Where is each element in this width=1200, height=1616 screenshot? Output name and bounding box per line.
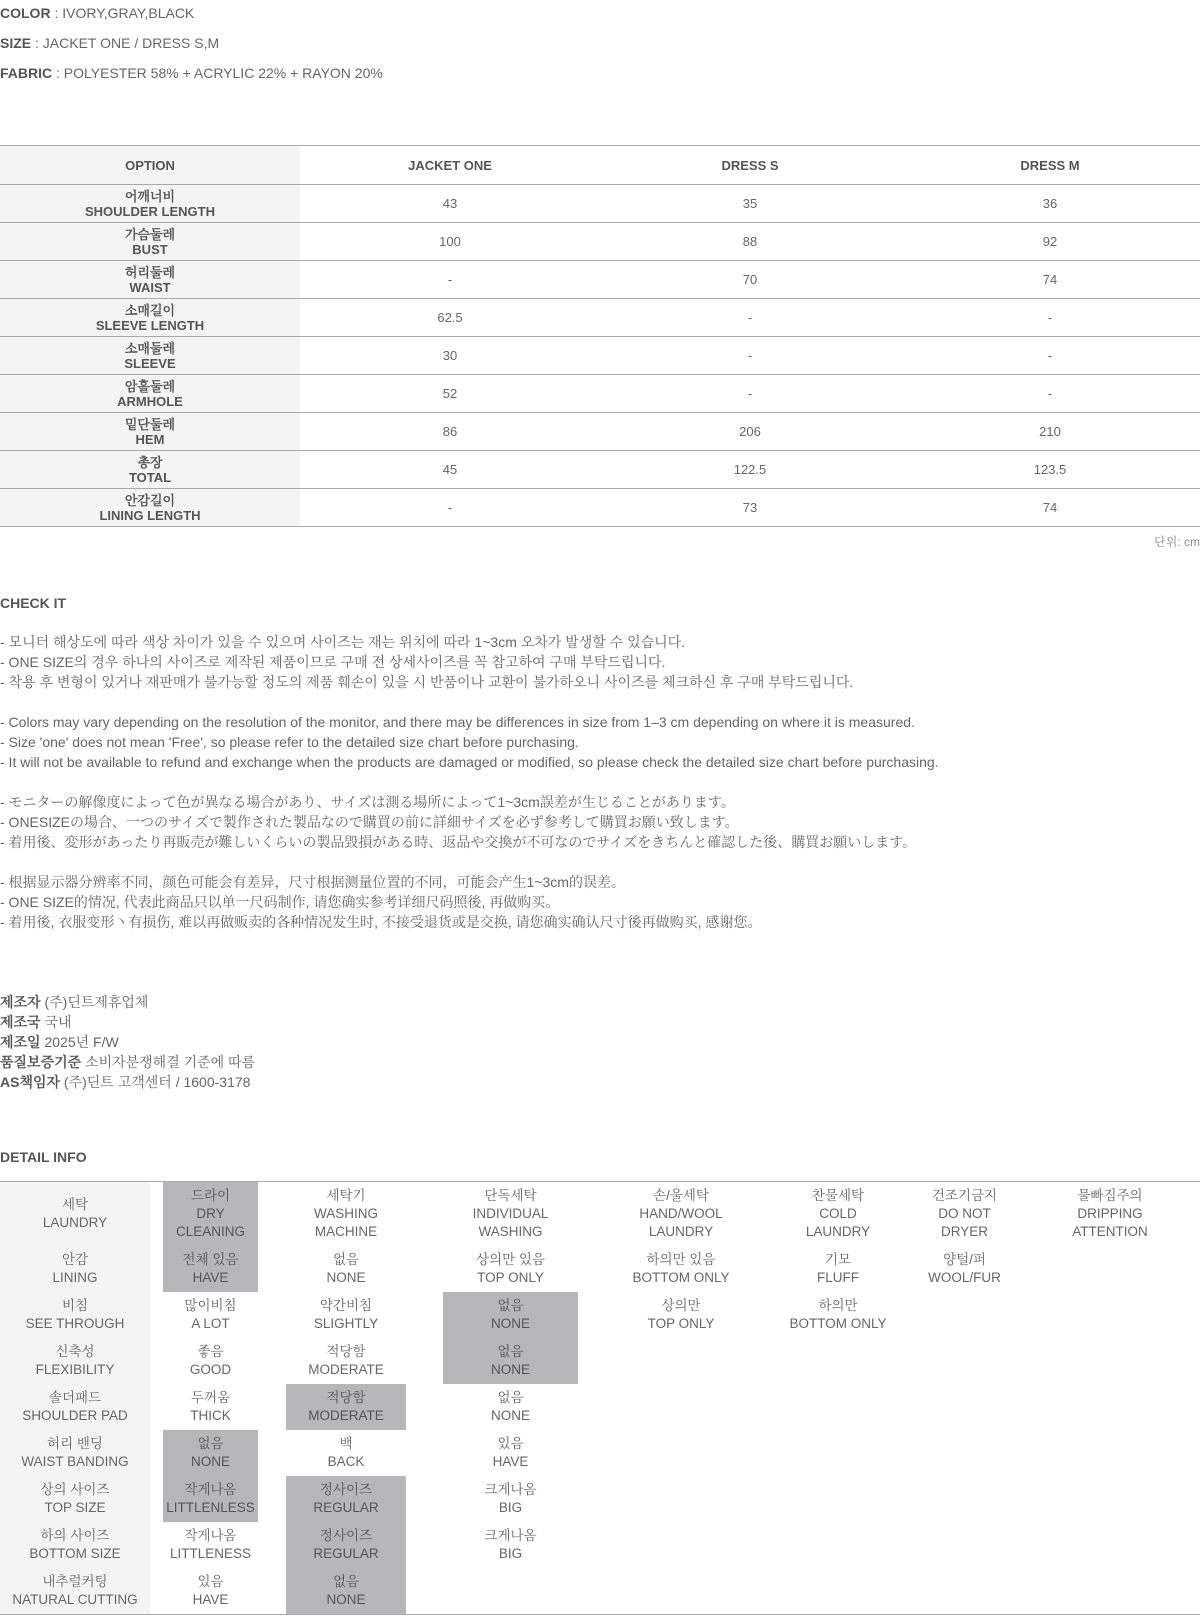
detail-text: 물빠짐주의 xyxy=(1077,1188,1143,1203)
detail-option xyxy=(286,1476,406,1522)
detail-text: LITTLENLESS xyxy=(166,1500,255,1515)
maker-row xyxy=(0,1072,255,1092)
size-label-ko: 총장 xyxy=(137,454,163,470)
size-value: 52 xyxy=(300,375,600,413)
detail-text: 단독세탁 xyxy=(484,1188,537,1203)
size-value: - xyxy=(900,375,1200,413)
size-row-label xyxy=(0,299,300,337)
detail-option xyxy=(606,1182,756,1246)
detail-text: COLD LAUNDRY xyxy=(805,1206,871,1239)
detail-text: 정사이즈 xyxy=(319,1482,373,1497)
detail-text: 상의만 xyxy=(661,1298,701,1313)
detail-text: 백 xyxy=(339,1436,353,1451)
detail-option xyxy=(788,1246,888,1292)
size-row-label xyxy=(0,337,300,375)
detail-option xyxy=(286,1522,406,1568)
detail-option xyxy=(606,1292,756,1338)
detail-text: NONE xyxy=(490,1362,530,1377)
maker-row xyxy=(0,1012,255,1032)
note-group xyxy=(0,792,1200,852)
detail-text: BIG xyxy=(498,1500,523,1515)
size-table-header xyxy=(0,146,1200,185)
detail-text: HAND/WOOL LAUNDRY xyxy=(639,1206,723,1239)
size-value: 36 xyxy=(900,185,1200,223)
spec-size xyxy=(0,35,219,51)
detail-option xyxy=(163,1476,258,1522)
size-value: 62.5 xyxy=(300,299,600,337)
detail-text: 드라이 xyxy=(190,1188,231,1203)
size-value: 122.5 xyxy=(600,451,900,489)
detail-option xyxy=(163,1292,258,1338)
detail-option xyxy=(606,1246,756,1292)
size-value: 43 xyxy=(300,185,600,223)
note-group xyxy=(0,712,1200,772)
size-label-en: SLEEVE xyxy=(124,355,176,371)
note-line: - 모니터 해상도에 따라 색상 차이가 있을 수 있으며 사이즈는 재는 위치에 따라 1~3cm 오차가 발생할 수 있습니다. xyxy=(0,634,686,650)
unit-label: 단위: cm xyxy=(1154,535,1200,549)
detail-text: 약간비침 xyxy=(319,1298,373,1313)
detail-text: LAUNDRY xyxy=(42,1215,108,1230)
detail-option xyxy=(286,1292,406,1338)
detail-text: 세탁 xyxy=(61,1197,89,1212)
detail-text: LITTLENESS xyxy=(169,1546,252,1561)
detail-text: 전체 있음 xyxy=(182,1252,239,1267)
detail-text: 좋음 xyxy=(197,1344,224,1359)
detail-option xyxy=(788,1182,888,1246)
detail-text: DRIPPING ATTENTION xyxy=(1072,1206,1148,1239)
detail-text: 없음 xyxy=(332,1252,360,1267)
detail-text: 크게나옴 xyxy=(484,1482,537,1497)
size-row-label xyxy=(0,489,300,527)
detail-text: FLUFF xyxy=(817,1270,859,1285)
size-value: 74 xyxy=(900,261,1200,299)
spec-label: COLOR xyxy=(0,5,51,21)
detail-option xyxy=(443,1246,578,1292)
detail-option xyxy=(913,1182,1016,1246)
spec-label: SIZE xyxy=(0,35,32,51)
detail-option xyxy=(286,1182,406,1246)
size-row xyxy=(0,185,1200,223)
detail-text: GOOD xyxy=(189,1362,232,1377)
detail-info-grid xyxy=(0,1182,1200,1614)
detail-text: WASHING MACHINE xyxy=(314,1206,378,1239)
detail-text: BOTTOM SIZE xyxy=(29,1546,121,1561)
header-option: OPTION xyxy=(0,146,300,185)
note-line: - It will not be available to refund and exchange when the products are damaged or modified, so please check the detailed size chart before purchasing. xyxy=(0,754,939,770)
detail-text: 세탁기 xyxy=(326,1188,366,1203)
detail-option xyxy=(443,1430,578,1476)
detail-text: 있음 xyxy=(497,1436,524,1451)
size-label-ko: 밑단둘레 xyxy=(124,416,176,432)
detail-row-label xyxy=(0,1338,150,1384)
size-label-en: WAIST xyxy=(129,279,171,295)
detail-text: 작게나옴 xyxy=(184,1528,237,1543)
note-line: - ONE SIZE의 경우 하나의 사이즈로 제작된 제품이므로 구매 전 상세사이즈를 꼭 참고하여 구매 부탁드립니다. xyxy=(0,654,666,670)
size-label-ko: 어깨너비 xyxy=(124,188,176,204)
size-label-en: LINING LENGTH xyxy=(99,507,201,523)
maker-row xyxy=(0,1052,255,1072)
maker-label: AS책임자 xyxy=(0,1074,61,1090)
size-label-en: BUST xyxy=(132,241,168,257)
maker-row xyxy=(0,1032,255,1052)
note-line: - Size 'one' does not mean 'Free', so please refer to the detailed size chart before purchasing. xyxy=(0,734,579,750)
detail-text: 두꺼움 xyxy=(190,1390,231,1405)
note-line: - 着用後、変形があったり再販売が難しいくらいの製品毀損がある時、返品や交換が不可なのでサイズをきちんと確認した後、購買お願いします。 xyxy=(0,834,917,850)
detail-row-label xyxy=(0,1568,150,1614)
detail-text: A LOT xyxy=(191,1316,230,1331)
detail-option xyxy=(286,1384,406,1430)
size-value: - xyxy=(600,299,900,337)
size-row-label xyxy=(0,223,300,261)
detail-text: REGULAR xyxy=(313,1500,379,1515)
check-it-notes xyxy=(0,632,1200,952)
detail-option xyxy=(163,1338,258,1384)
size-value: 35 xyxy=(600,185,900,223)
note-line: - 根据显示器分辨率不同，颜色可能会有差异，尺寸根据测量位置的不同，可能会产生1~3cm的误差。 xyxy=(0,874,625,890)
detail-text: NONE xyxy=(326,1270,366,1285)
detail-text: THICK xyxy=(190,1408,231,1423)
size-value: 206 xyxy=(600,413,900,451)
maker-label: 제조국 xyxy=(0,1014,41,1030)
size-row xyxy=(0,223,1200,261)
detail-text: 많이비침 xyxy=(184,1298,237,1313)
size-label-ko: 암홀둘레 xyxy=(124,378,176,394)
size-label-ko: 소매둘레 xyxy=(124,340,176,356)
detail-text: 비침 xyxy=(61,1298,89,1313)
detail-text: SEE THROUGH xyxy=(25,1316,125,1331)
detail-text: 적당함 xyxy=(326,1344,366,1359)
detail-option xyxy=(163,1384,258,1430)
detail-text: BIG xyxy=(498,1546,523,1561)
detail-text: HAVE xyxy=(192,1592,229,1607)
detail-option xyxy=(443,1522,578,1568)
maker-label: 제조일 xyxy=(0,1034,41,1050)
note-line: - 착용 후 변형이 있거나 재판매가 불가능할 정도의 제품 훼손이 있을 시 반품이나 교환이 불가하오니 사이즈를 체크하신 후 구매 부탁드립니다. xyxy=(0,674,854,690)
detail-text: 상의만 있음 xyxy=(476,1252,545,1267)
detail-text: MODERATE xyxy=(308,1408,384,1423)
size-table xyxy=(0,145,1200,527)
size-row xyxy=(0,489,1200,527)
detail-text: FLEXIBILITY xyxy=(35,1362,115,1377)
detail-option xyxy=(163,1182,258,1246)
detail-text: HAVE xyxy=(192,1270,229,1285)
note-line: - Colors may vary depending on the resolution of the monitor, and there may be differences in size from 1–3 cm depending on where it is measured. xyxy=(0,714,915,730)
size-value: - xyxy=(900,337,1200,375)
check-it-title: CHECK IT xyxy=(0,595,67,611)
size-row-label xyxy=(0,261,300,299)
maker-value: (주)딘트제휴업체 xyxy=(40,994,149,1010)
size-row xyxy=(0,299,1200,337)
detail-text: BOTTOM ONLY xyxy=(632,1270,730,1285)
detail-text: BOTTOM ONLY xyxy=(789,1316,887,1331)
detail-text: 건조기금지 xyxy=(931,1188,998,1203)
detail-text: 허리 밴딩 xyxy=(47,1436,103,1451)
detail-option xyxy=(286,1338,406,1384)
size-value: - xyxy=(600,375,900,413)
maker-row xyxy=(0,992,255,1012)
size-value: - xyxy=(300,489,600,527)
detail-text: NONE xyxy=(490,1316,530,1331)
maker-info xyxy=(0,992,255,1092)
detail-option xyxy=(163,1246,258,1292)
size-row xyxy=(0,375,1200,413)
header-dress-s: DRESS S xyxy=(600,146,900,185)
detail-text: 하의 사이즈 xyxy=(40,1528,110,1543)
detail-row-label xyxy=(0,1292,150,1338)
size-value: - xyxy=(600,337,900,375)
detail-option xyxy=(913,1246,1016,1292)
detail-text: TOP ONLY xyxy=(477,1270,544,1285)
size-value: 45 xyxy=(300,451,600,489)
detail-text: NONE xyxy=(326,1592,366,1607)
size-label-en: SHOULDER LENGTH xyxy=(85,203,215,219)
detail-option xyxy=(163,1568,258,1614)
size-label-en: TOTAL xyxy=(128,469,172,485)
header-dress-m: DRESS M xyxy=(900,146,1200,185)
detail-text: TOP SIZE xyxy=(44,1500,106,1515)
detail-text: TOP ONLY xyxy=(647,1316,715,1331)
detail-text: HAVE xyxy=(492,1454,529,1469)
size-value: 92 xyxy=(900,223,1200,261)
detail-option xyxy=(443,1476,578,1522)
detail-text: 크게나옴 xyxy=(484,1528,537,1543)
spec-label: FABRIC xyxy=(0,65,53,81)
detail-text: 있음 xyxy=(197,1574,224,1589)
detail-row-label xyxy=(0,1246,150,1292)
detail-info-title: DETAIL INFO xyxy=(0,1149,87,1165)
detail-option xyxy=(163,1430,258,1476)
detail-text: BACK xyxy=(327,1454,365,1469)
detail-text: 없음 xyxy=(497,1298,524,1313)
maker-value: 2025년 F/W xyxy=(40,1034,119,1050)
detail-option xyxy=(286,1568,406,1614)
detail-text: WAIST BANDING xyxy=(21,1454,129,1469)
detail-text: 신축성 xyxy=(55,1344,95,1359)
note-line: - ONESIZEの場合、一つのサイズで製作された製品なので購買の前に詳細サイズを必ず参考して購買お願い致します。 xyxy=(0,814,739,830)
size-row-label xyxy=(0,413,300,451)
header-jacket-one: JACKET ONE xyxy=(300,146,600,185)
size-value: 88 xyxy=(600,223,900,261)
detail-text: 없음 xyxy=(197,1436,224,1451)
note-line: - ONE SIZE的情况, 代表此商品只以单一尺码制作, 请您确实参考详细尺码照後, 再做购买。 xyxy=(0,894,560,910)
note-group xyxy=(0,872,1200,932)
detail-row-label xyxy=(0,1430,150,1476)
size-label-ko: 가슴둘레 xyxy=(124,226,176,242)
size-value: - xyxy=(300,261,600,299)
detail-text: DRY xyxy=(196,1206,225,1221)
detail-text: 없음 xyxy=(332,1574,360,1589)
size-label-ko: 소매길이 xyxy=(124,302,176,318)
detail-text: 상의 사이즈 xyxy=(40,1482,110,1497)
maker-label: 제조자 xyxy=(0,994,41,1010)
size-value: 210 xyxy=(900,413,1200,451)
size-row-label xyxy=(0,185,300,223)
size-value: 123.5 xyxy=(900,451,1200,489)
size-row xyxy=(0,337,1200,375)
size-value: 70 xyxy=(600,261,900,299)
detail-row-label xyxy=(0,1522,150,1568)
detail-text: MODERATE xyxy=(308,1362,384,1377)
detail-option xyxy=(443,1292,578,1338)
spec-color xyxy=(0,5,194,21)
detail-option xyxy=(1040,1182,1180,1246)
detail-text: DO NOT DRYER xyxy=(938,1206,991,1239)
detail-text: 안감 xyxy=(61,1252,89,1267)
note-line: - モニターの解像度によって色が異なる場合があり、サイズは測る場所によって1~3cm誤差が生じることがあります。 xyxy=(0,794,735,810)
detail-bottom-rule xyxy=(0,1614,1200,1615)
detail-text: 없음 xyxy=(497,1390,524,1405)
size-label-ko: 허리둘레 xyxy=(124,264,176,280)
detail-text: 기모 xyxy=(824,1252,852,1267)
note-line: - 着用後, 衣服变形丶有损伤, 难以再做贩卖的各种情况发生时, 不接受退货或是交换, 请您确实确认尺寸後再做购买, 感谢您。 xyxy=(0,914,762,930)
maker-label: 품질보증기준 xyxy=(0,1054,82,1070)
detail-option xyxy=(788,1292,888,1338)
detail-option xyxy=(163,1522,258,1568)
detail-option xyxy=(286,1430,406,1476)
detail-text: CLEANING xyxy=(175,1224,246,1239)
size-row xyxy=(0,413,1200,451)
detail-text: 양털/퍼 xyxy=(943,1252,986,1267)
size-row xyxy=(0,451,1200,489)
detail-text: INDIVIDUAL WASHING xyxy=(472,1206,549,1239)
spec-value: : IVORY,GRAY,BLACK xyxy=(50,5,195,21)
size-value: 74 xyxy=(900,489,1200,527)
detail-text: 찬물세탁 xyxy=(811,1188,865,1203)
detail-option xyxy=(443,1338,578,1384)
detail-text: 작게나옴 xyxy=(184,1482,237,1497)
detail-text: 내추럴커팅 xyxy=(42,1574,108,1589)
detail-text: 없음 xyxy=(497,1344,524,1359)
detail-text: 적당함 xyxy=(326,1390,366,1405)
detail-row-label xyxy=(0,1476,150,1522)
detail-row-label xyxy=(0,1182,150,1246)
maker-value: (주)딘트 고객센터 / 1600-3178 xyxy=(60,1074,251,1090)
detail-text: 정사이즈 xyxy=(319,1528,373,1543)
spec-value: : POLYESTER 58% + ACRYLIC 22% + RAYON 20% xyxy=(52,65,383,81)
size-row-label xyxy=(0,375,300,413)
detail-text: WOOL/FUR xyxy=(928,1270,1001,1285)
size-value: 30 xyxy=(300,337,600,375)
size-value: 100 xyxy=(300,223,600,261)
size-row-label xyxy=(0,451,300,489)
detail-text: 하의만 xyxy=(818,1298,858,1313)
detail-row-label xyxy=(0,1384,150,1430)
size-value: - xyxy=(900,299,1200,337)
size-value: 73 xyxy=(600,489,900,527)
size-label-en: ARMHOLE xyxy=(117,393,183,409)
size-label-en: HEM xyxy=(135,431,165,447)
detail-text: LINING xyxy=(52,1270,98,1285)
detail-text: 솔더패드 xyxy=(48,1390,102,1405)
size-label-ko: 안감길이 xyxy=(124,492,176,508)
note-group xyxy=(0,632,1200,692)
detail-option xyxy=(443,1182,578,1246)
detail-text: 하의만 있음 xyxy=(646,1252,716,1267)
size-row xyxy=(0,261,1200,299)
detail-option xyxy=(286,1246,406,1292)
detail-option xyxy=(443,1384,578,1430)
maker-value: 소비자분쟁해결 기준에 따름 xyxy=(81,1054,256,1070)
spec-fabric xyxy=(0,65,383,81)
detail-text: NONE xyxy=(490,1408,530,1423)
spec-value: : JACKET ONE / DRESS S,M xyxy=(31,35,220,51)
size-label-en: SLEEVE LENGTH xyxy=(95,317,205,333)
detail-text: SHOULDER PAD xyxy=(22,1408,128,1423)
detail-text: NONE xyxy=(190,1454,230,1469)
maker-value: 국내 xyxy=(40,1014,72,1030)
detail-text: SLIGHTLY xyxy=(313,1316,379,1331)
detail-text: 손/울세탁 xyxy=(653,1188,709,1203)
detail-text: NATURAL CUTTING xyxy=(12,1592,138,1607)
size-value: 86 xyxy=(300,413,600,451)
detail-text: REGULAR xyxy=(313,1546,379,1561)
